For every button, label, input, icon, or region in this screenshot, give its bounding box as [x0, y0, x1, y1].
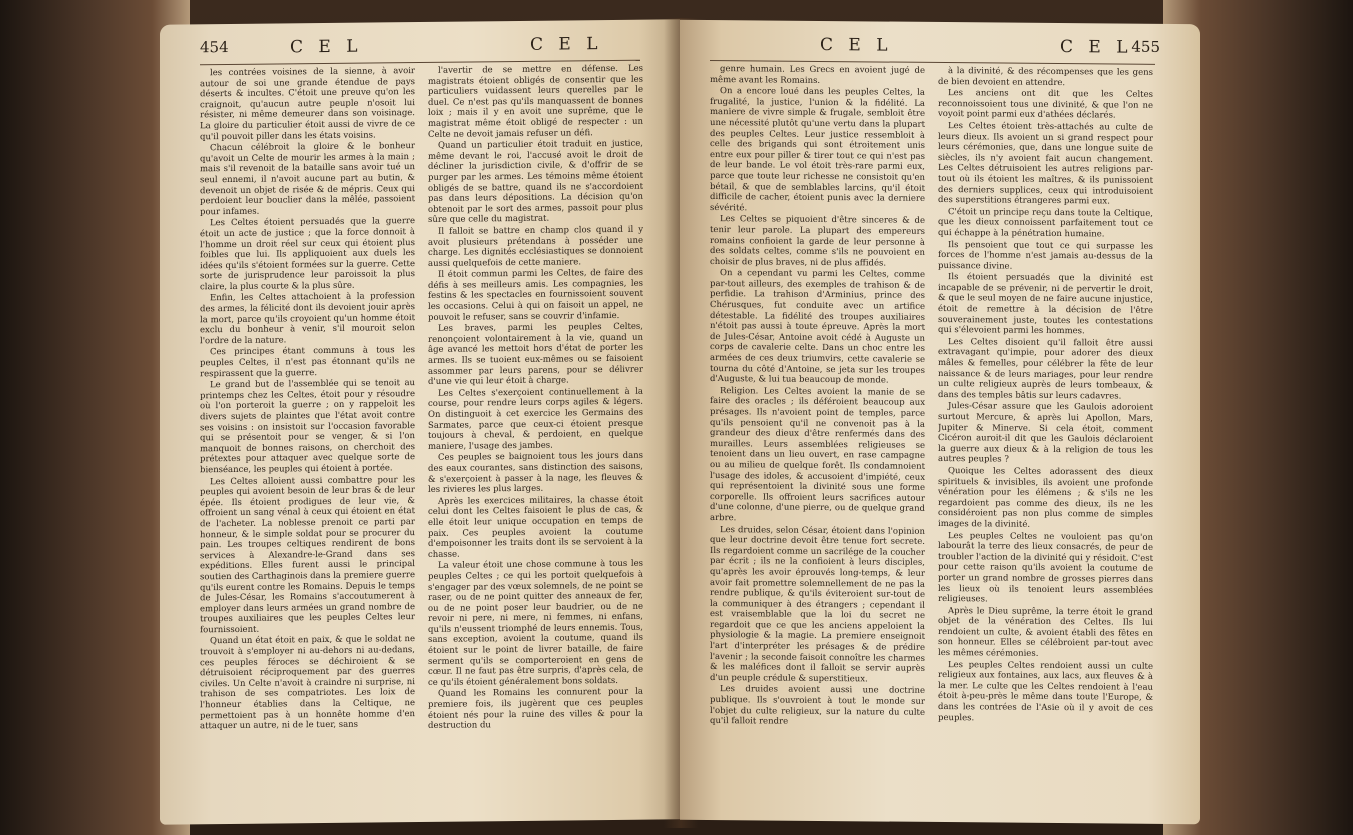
paragraph: les contrées voisines de la sienne, à avoir autour de soi une grande étendue de pays déserts & incultes. C'étoit une preuve qu'on les craignoit, qu'aucun autre peuple n'osoit lui résister, ni même demeurer dans son voisinage. La gloire du particulier étoit aussi de vivre de ce qu'il pouvoit piller dans les états voisins. [200, 66, 415, 142]
right-page-header [720, 34, 1160, 64]
paragraph: Les Celtes se piquoient d'être sinceres & de tenir leur parole. La plupart des empereurs romains confioient la garde de leur personne à des soldats celtes, comme s'ils ne pouvoient en choisir de plus braves, ni de plus affidés. [710, 214, 925, 269]
right-page-column-1 [710, 64, 925, 816]
left-page-number: 454 [200, 38, 229, 57]
paragraph: Le grand but de l'assemblée qui se tenoit au printemps chez les Celtes, étoit pour y résoudre où l'on porteroit la guerre ; on y rappeloit les divers sujets de plaintes que l'état avoit contre ses voisins : on insistoit sur l'occasion favorable qui se présentoit pour se venger, & si l'on manquoit de bonnes raisons, on cherchoit des prétextes pour attaquer avec quelque sorte de bienséance, les peuples qui étoient à portée. [200, 378, 415, 476]
right-page-number: 455 [1131, 37, 1160, 56]
paragraph: genre humain. Les Grecs en avoient jugé de même avant les Romains. [710, 64, 925, 86]
paragraph: Après le Dieu suprême, la terre étoit le grand objet de la vénération des Celtes. Ils lui rendoient un culte, & avoient établi des fêtes en son honneur. Elles se célébroient par-tout avec les mêmes cérémonies. [938, 605, 1153, 659]
right-page-column-2 [938, 66, 1153, 818]
paragraph: Les Celtes s'exerçoient continuellement à la course, pour rendre leurs corps agiles & légers. On distinguoit à cet exercice les Germains des Sarmates, parce que ceux-ci étoient presque toujours à cheval, & perdoient, en quelque maniere, l'usage des jambes. [428, 386, 643, 452]
paragraph: Chacun célébroit la gloire & le bonheur qu'avoit un Celte de mourir les armes à la main ; mais s'il revenoit de la bataille sans avoir tué un seul ennemi, il n'avoit aucune part au butin, & devenoit un objet de risée & de mépris. Ceux qui perdoient leur bouclier dans la mêlée, passoient pour infames. [200, 141, 415, 218]
paragraph: Ils pensoient que tout ce qui surpasse les forces de l'homme n'est jamais au-dessus de la puissance divine. [938, 239, 1153, 272]
paragraph: à la divinité, & des récompenses que les gens de bien devoient en attendre. [938, 66, 1153, 88]
paragraph: Les peuples Celtes ne vouloient pas qu'on labourât la terre des lieux consacrés, de peur de troubler l'action de la divinité qui y résidoit. C'est pour cette raison qu'ils avoient la coutume de porter un grand nombre de grosses pierres dans les lieux où ils tenoient leurs assemblées religieuses. [938, 530, 1153, 605]
paragraph: Les Celtes étoient persuadés que la guerre étoit un acte de justice ; que la force donnoit à l'homme un droit réel sur ceux qui étoient plus foibles que lui. Ils appliquoient aux duels les idées qu'ils s'étoient formées sur la guerre. Cette sorte de jurisprudence leur paroissoit la plus claire, la plus courte & la plus sûre. [200, 216, 415, 293]
paragraph: Religion. Les Celtes avoient la manie de se faire des oracles ; ils déféroient beaucoup aux présages. Ils n'avoient point de temples, parce qu'ils pensoient qu'il ne convenoit pas à la grandeur des dieux d'être renfermés dans des murailles. Leurs assemblées religieuses se tenoient dans un lieu ouvert, en rase campagne ou au milieu de quelque forêt. Ils condamnoient l'usage des idoles, & accusoient d'impiété, ceux qui représentoient la divinité sous une forme corporelle. Ils offroient leurs sacrifices autour d'une colonne, d'une pierre, ou de quelque grand arbre. [710, 385, 925, 524]
paragraph: Les Celtes étoient très-attachés au culte de leurs dieux. Ils avoient un si grand respect pour leurs cérémonies, que, dans une longue suite de siècles, ils n'y avoient fait aucun changement. Les Celtes détruisoient les autres religions par-tout où ils étoient les maîtres, & ils punissoient des derniers supplices, ceux qui introduisoient des superstitions étrangeres parmi eux. [938, 121, 1153, 207]
paragraph: Enfin, les Celtes attachoient à la profession des armes, la félicité dont ils devoient jouir après la mort, parce qu'ils croyoient qu'un homme étoit exclu du bonheur à venir, s'il mouroit selon l'ordre de la nature. [200, 291, 415, 347]
paragraph: Ils étoient persuadés que la divinité est incapable de se prévenir, ni de pervertir le droit, & que le seul moyen de ne faire aucune injustice, étoit de remettre à la décision de l'être souverainement juste, toutes les contestations qui s'élevoient parmi les hommes. [938, 272, 1153, 337]
left-page-column-1 [200, 66, 415, 818]
paragraph: Quand un particulier étoit traduit en justice, même devant le roi, l'accusé avoit le droit de décliner la jurisdiction civile, & d'offrir de se purger par les armes. Les témoins même étoient obligés de se battre, quand ils ne s'accordoient pas dans leurs dépositions. La décision qu'on obtenoit par le sort des armes, passoit pour plus sûre que celle du magistrat. [428, 138, 643, 226]
left-page-column-2 [428, 64, 643, 816]
paragraph: Les druides avoient aussi une doctrine publique. Ils s'ouvroient à tout le monde sur l'objet du culte religieux, sur la nature du culte qu'il falloit rendre [710, 684, 925, 727]
right-page [680, 20, 1200, 825]
paragraph: Quoique les Celtes adorassent des dieux spirituels & invisibles, ils avoient une profonde vénération pour les élémens ; & s'ils ne les regardoient pas comme des dieux, ils ne les considéroient pas non plus comme de simples images de la divinité. [938, 466, 1153, 530]
left-running-head-2: C E L [530, 34, 603, 55]
paragraph: Les Celtes disoient qu'il falloit être aussi extravagant qu'impie, pour adorer des dieux mâles & femelles, pour célébrer la fête de leur naissance & de leurs mariages, pour leur rendre un culte religieux auprès de leurs tombeaux, & dans des temples bâtis sur leurs cadavres. [938, 336, 1153, 402]
paragraph: C'étoit un principe reçu dans toute la Celtique, que les dieux connoissent parfaitement tout ce qui échappe à la pénétration humaine. [938, 206, 1153, 240]
right-running-head-1: C E L [820, 34, 893, 56]
paragraph: Les anciens ont dit que les Celtes reconnoissoient tous une divinité, & que l'on ne voyoit point parmi eux d'athées déclarés. [938, 88, 1153, 121]
paragraph: Après les exercices militaires, la chasse étoit celui dont les Celtes faisoient le plus de cas, & elle étoit leur unique occupation en temps de paix. Ces peuples avoient la coutume d'empoisonner les traits dont ils se servoient à la chasse. [428, 494, 643, 560]
paragraph: Ces peuples se baignoient tous les jours dans des eaux courantes, sans distinction des saisons, & s'exerçoient à passer à la nage, les fleuves & les rivieres les plus larges. [428, 451, 643, 496]
paragraph: Il étoit commun parmi les Celtes, de faire des défis à ses meilleurs amis. Les compagnies, les festins & les spectacles en fournissoient souvent les occasions. Celui à qui on faisoit un appel, ne pouvoit le refuser, sans se couvrir d'infamie. [428, 267, 643, 323]
left-running-head-1: C E L [290, 36, 363, 58]
paragraph: Il falloit se battre en champ clos quand il y avoit plusieurs prétendans à posséder une charge. Les dignités ecclésiastiques se donnoient aussi quelquefois de cette maniere. [428, 224, 643, 269]
paragraph: l'avertir de se mettre en défense. Les magistrats étoient obligés de consentir que les particuliers vuidassent leurs querelles par le duel. Ce n'est pas qu'ils manquassent de bonnes loix ; mais il y en avoit une suprême, que le magistrat même étoit obligé de respecter : un Celte ne devoit jamais refuser un défi. [428, 63, 643, 140]
paragraph: Jules-César assure que les Gaulois adoroient surtout Mercure, & après lui Apollon, Mars, Jupiter & Minerve. Si cela étoit, comment Cicéron auroit-il dit que les Gaulois déclaroient la guerre aux dieux & à la religion de tous les autres peuples ? [938, 401, 1153, 465]
paragraph: On a cependant vu parmi les Celtes, comme par-tout ailleurs, des exemples de trahison & de perfidie. La trahison d'Arminius, prince des Chérusques, fut conduite avec un artifice détestable. La fidélité des troupes auxiliaires n'étoit pas aussi à toute épreuve. Après la mort de Jules-César, Antoine avoit cédé à Auguste un corps de cavalerie celte. Dans un choc entre les armées de ces deux triumvirs, cette cavalerie se tourna du côté d'Antoine, se jeta sur les troupes d'Auguste, & lui tua beaucoup de monde. [710, 268, 925, 386]
paragraph: Les Celtes alloient aussi combattre pour les peuples qui avoient besoin de leur bras & de leur épée. Ils étoient prodigues de leur vie, & offroient un sang vénal à ceux qui étoient en état de l'acheter. La noblesse prenoit ce parti par honneur, & le simple soldat pour se procurer du pain. Les troupes celtiques rendirent de bons services à Alexandre-le-Grand dans ses expéditions. Elles furent aussi le principal soutien des Carthaginois dans la premiere guerre qu'ils eurent contre les Romains. Depuis le temps de Jules-César, les Romains s'accoutumerent à employer dans leurs armées un grand nombre de troupes auxiliaires que les peuples Celtes leur fournissoient. [200, 474, 415, 636]
paragraph: La valeur étoit une chose commune à tous les peuples Celtes ; ce qui les portoit quelquefois à s'engager par des vœux solemnels, de ne point se raser, ou de ne point quitter des anneaux de fer, ou de ne point poser leur baudrier, ou de ne revoir ni pere, ni mere, ni femmes, ni enfans, qu'ils n'eussent triomphé de leurs ennemis. Tous, sans exception, avoient la coutume, quand ils étoient sur le point de livrer bataille, de faire serment qu'ils se comporteroient en gens de cœur. Il ne faut pas être surpris, d'après cela, de ce qu'ils étoient généralement bons soldats. [428, 558, 643, 688]
paragraph: Quand les Romains les connurent pour la premiere fois, ils jugèrent que ces peuples étoient nés pour la ruine des villes & pour la destruction du [428, 687, 643, 732]
paragraph: Ces principes étant communs à tous les peuples Celtes, il n'est pas étonnant qu'ils ne respirassent que la guerre. [200, 345, 415, 379]
paragraph: Les peuples Celtes rendoient aussi un culte religieux aux fontaines, aux lacs, aux fleuves & à la mer. Le culte que les Celtes rendoient à l'eau étoit à-peu-près le même dans toute l'Europe, & dans les contrées de l'Asie où il y avoit de ces peuples. [938, 659, 1153, 723]
left-page [160, 19, 680, 824]
right-running-head-2: C E L [1060, 37, 1133, 58]
paragraph: On a encore loué dans les peuples Celtes, la frugalité, la justice, l'union & la fidélité. La maniere de vivre simple & frugale, sembloit être une nécessité plutôt qu'une vertu dans la plupart des peuples Celtes. Leur justice ressembloit à celle des brigands qui sont étroitement unis entre eux pour piller & tirer tout ce qui n'est pas de leur bande. Le vol étoit très-rare parmi eux, parce que toute leur richesse ne consistoit qu'en bétail, & que de semblables larcins, qu'il étoit difficile de cacher, étoient punis avec la derniere sévérité. [710, 86, 925, 214]
paragraph: Quand un état étoit en paix, & que le soldat ne trouvoit à s'employer ni au-dehors ni au-dedans, ces peuples féroces se déchiroient & se détruisoient réciproquement par des guerres civiles. Un Celte n'avoit à craindre ni surprise, ni trahison de ses compatriotes. Les loix de l'honneur établies dans la Celtique, ne permettoient pas à un honnête homme d'en attaquer un autre, ni de le tuer, sans [200, 634, 415, 732]
paragraph: Les braves, parmi les peuples Celtes, renonçoient volontairement à la vie, quand un âge avancé les mettoit hors d'état de porter les armes. Ils se tuoient eux-mêmes ou se faisoient assommer par leurs parens, pour se délivrer d'une vie qui leur étoit à charge. [428, 321, 643, 388]
paragraph: Les druides, selon César, étoient dans l'opinion que leur doctrine devoit être tenue fort secrete. Ils regardoient comme un sacrilége de la coucher par écrit ; ils ne la confioient à leurs disciples, qu'après les avoir éprouvés long-temps, & leur avoir fait promettre solemnellement de ne pas la rendre publique, & qu'ils éviteroient sur-tout de la communiquer à des étrangers ; cependant il est vraisemblable que la loi du secret ne regardoit que ce que les anciens appeloient la physiologie & la magie. La premiere enseignoit l'art d'interpréter les présages & de prédire l'avenir ; la seconde faisoit connoître les charmes & les maléfices dont il falloit se servir auprès d'un peuple crédule & superstitieux. [710, 524, 925, 685]
